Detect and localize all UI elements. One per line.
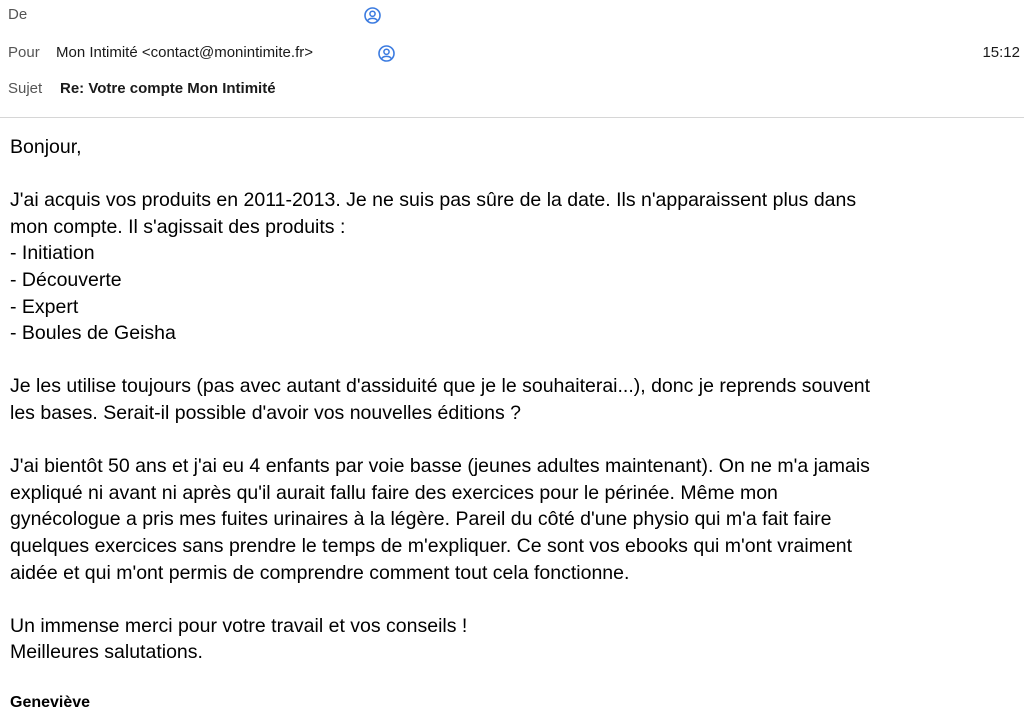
subject-label: Sujet — [8, 80, 43, 97]
body-line: gynécologue a pris mes fuites urinaires à la légère. Pareil du côté d'une physio qui m'a fait faire — [10, 508, 832, 531]
body-line: J'ai acquis vos produits en 2011-2013. Je ne suis pas sûre de la date. Ils n'apparaissent plus dans — [10, 189, 857, 212]
message-time: 15:12 — [982, 44, 1020, 61]
contact-person-icon[interactable] — [378, 45, 395, 62]
from-value-redacted — [36, 7, 366, 23]
from-row — [0, 3, 1024, 27]
paragraph-story — [10, 453, 1014, 586]
list-item: - Expert — [10, 295, 79, 318]
body-line: Je les utilise toujours (pas avec autant d'assiduité que je le souhaiterai...), donc je reprends souvent — [10, 375, 871, 398]
subject-row — [0, 77, 1024, 101]
from-label: De — [8, 6, 28, 23]
to-value[interactable]: Mon Intimité <contact@monintimite.fr> — [56, 44, 313, 61]
body-line: Un immense merci pour votre travail et vos conseils ! — [10, 614, 468, 637]
body-line: les bases. Serait-il possible d'avoir vos nouvelles éditions ? — [10, 401, 521, 424]
contact-person-icon[interactable] — [364, 7, 381, 24]
list-item: - Initiation — [10, 242, 95, 265]
to-label: Pour — [8, 44, 40, 61]
body-line: expliqué ni avant ni après qu'il aurait fallu faire des exercices pour le périnée. Même mon — [10, 481, 778, 504]
body-line: Meilleures salutations. — [10, 641, 203, 664]
greeting: Bonjour, — [10, 136, 82, 158]
paragraph-products — [10, 187, 1014, 347]
body-line: mon compte. Il s'agissait des produits : — [10, 215, 346, 238]
message-header — [0, 0, 1024, 118]
paragraph-thanks — [10, 613, 1014, 666]
body-line: J'ai bientôt 50 ans et j'ai eu 4 enfants par voie basse (jeunes adultes maintenant). On ne m'a jamais — [10, 455, 870, 478]
to-row — [0, 41, 1024, 65]
subject-value: Re: Votre compte Mon Intimité — [60, 80, 276, 97]
body-line: quelques exercices sans prendre le temps de m'expliquer. Ce sont vos ebooks qui m'ont vraiment — [10, 534, 853, 557]
list-item: - Boules de Geisha — [10, 322, 176, 345]
body-line: aidée et qui m'ont permis de comprendre comment tout cela fonctionne. — [10, 561, 630, 584]
paragraph-editions — [10, 373, 1014, 426]
list-item: - Découverte — [10, 268, 122, 291]
signature: Geneviève — [10, 694, 91, 711]
message-body — [10, 134, 1014, 666]
